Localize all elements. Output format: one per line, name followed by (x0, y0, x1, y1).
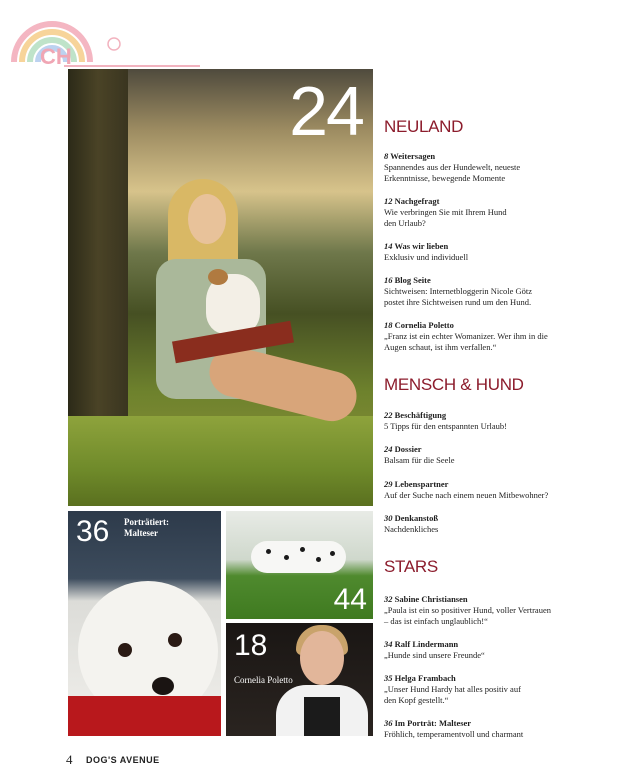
section-title: STARS (384, 557, 438, 576)
toc-entry[interactable] (384, 151, 624, 184)
toc-text: Erkenntnisse, bewegende Momente (384, 173, 506, 183)
dog-ear (208, 269, 228, 285)
toc-heading: Beschäftigung (394, 410, 447, 420)
malteser-nose (152, 677, 174, 695)
toc-text: Fröhlich, temperamentvoll und charmant (384, 729, 524, 739)
dalmatian-spot (266, 549, 271, 554)
malteser-eye (168, 633, 182, 647)
tile-caption: Cornelia Poletto (234, 675, 293, 685)
toc-entry[interactable] (384, 410, 624, 432)
red-cloth (68, 696, 221, 736)
toc-text: „Hunde sind unsere Freunde“ (384, 650, 485, 660)
toc-entry[interactable] (384, 718, 624, 740)
toc-heading: Ralf Lindermann (394, 639, 459, 649)
toc-page: 34 (384, 639, 393, 649)
page-number: 4 (66, 752, 73, 767)
face (300, 631, 344, 685)
grass (68, 416, 373, 506)
toc-text: den Kopf gestellt.“ (384, 695, 449, 705)
section-title: MENSCH & HUND (384, 375, 524, 394)
toc-entry[interactable] (384, 444, 624, 466)
toc-page: 22 (384, 410, 393, 420)
apron (304, 697, 340, 736)
toc-page: 8 (384, 151, 389, 161)
toc-page: 32 (384, 594, 393, 604)
dalmatian-spot (284, 555, 289, 560)
toc-entry[interactable] (384, 241, 624, 263)
toc-heading: Helga Frambach (394, 673, 456, 683)
main-page-number: 24 (289, 72, 363, 150)
toc-text: Augen schaut, ist ihm verfallen.“ (384, 342, 497, 352)
dalmatian-dog (251, 541, 346, 573)
toc-text: „Paula ist ein so positiver Hund, voller Vertrauen (384, 605, 551, 615)
toc-heading: Im Porträt: Malteser (394, 718, 472, 728)
toc-text: Sichtweisen: Internetbloggerin Nicole Götz (384, 286, 532, 296)
toc-text: Auf der Suche nach einem neuen Mitbewohner? (384, 490, 549, 500)
malteser-eye (118, 643, 132, 657)
toc-text: Wie verbringen Sie mit Ihrem Hund (384, 207, 507, 217)
logo-text: CH (40, 44, 72, 69)
woman-legs (204, 342, 362, 427)
toc-text: Spannendes aus der Hundewelt, neueste (384, 162, 521, 172)
tile-page-number: 18 (234, 629, 268, 662)
toc-heading: Cornelia Poletto (394, 320, 454, 330)
toc-text: den Urlaub? (384, 218, 426, 228)
toc-heading: Lebenspartner (394, 479, 449, 489)
toc-text: Balsam für die Seele (384, 455, 455, 465)
toc-entry[interactable] (384, 320, 624, 353)
toc-page: 18 (384, 320, 393, 330)
toc-entry[interactable] (384, 594, 624, 627)
toc-text: 5 Tipps für den entspannten Urlaub! (384, 421, 508, 431)
toc-entry[interactable] (384, 479, 624, 501)
magazine-brand: DOG'S AVENUE (86, 755, 160, 765)
dalmatian-spot (316, 557, 321, 562)
dalmatian-spot (330, 551, 335, 556)
cornelia-photo (226, 623, 373, 736)
toc-page: 29 (384, 479, 393, 489)
toc-heading: Sabine Christiansen (394, 594, 468, 604)
watermark-logo (4, 4, 204, 74)
toc-page: 30 (384, 513, 393, 523)
dalmatian-spot (300, 547, 305, 552)
toc-heading: Denkanstoß (394, 513, 439, 523)
toc-text: – das ist einfach unglaublich!“ (384, 616, 488, 626)
toc-entry[interactable] (384, 673, 624, 706)
toc-text: postet ihre Sichtweisen rund um den Hund. (384, 297, 532, 307)
toc-entry[interactable] (384, 513, 624, 535)
toc-text: „Franz ist ein echter Womanizer. Wer ihm in die (384, 331, 548, 341)
toc-page: 35 (384, 673, 393, 683)
tile-page-number: 36 (76, 515, 110, 548)
toc-page: 24 (384, 444, 393, 454)
toc-entry[interactable] (384, 639, 624, 661)
toc-heading: Blog Seite (394, 275, 431, 285)
toc-heading: Was wir lieben (394, 241, 449, 251)
toc-page: 36 (384, 718, 393, 728)
toc-text: „Unser Hund Hardy hat alles positiv auf (384, 684, 521, 694)
tile-caption: Porträtiert: Malteser (124, 517, 169, 538)
toc-page: 12 (384, 196, 393, 206)
toc-entry[interactable] (384, 196, 624, 229)
toc-heading: Weitersagen (390, 151, 436, 161)
toc-text: Nachdenkliches (384, 524, 439, 534)
tile-page-number: 44 (333, 583, 367, 616)
malteser-photo (68, 511, 221, 736)
woman-face (188, 194, 226, 244)
section-title: NEULAND (384, 117, 464, 136)
main-photo (68, 69, 373, 506)
toc-heading: Dossier (394, 444, 422, 454)
toc-text: Exklusiv und individuell (384, 252, 469, 262)
toc-page: 16 (384, 275, 393, 285)
dalmatian-photo (226, 511, 373, 619)
toc-entry[interactable] (384, 275, 624, 308)
toc-heading: Nachgefragt (394, 196, 440, 206)
toc-page: 14 (384, 241, 393, 251)
